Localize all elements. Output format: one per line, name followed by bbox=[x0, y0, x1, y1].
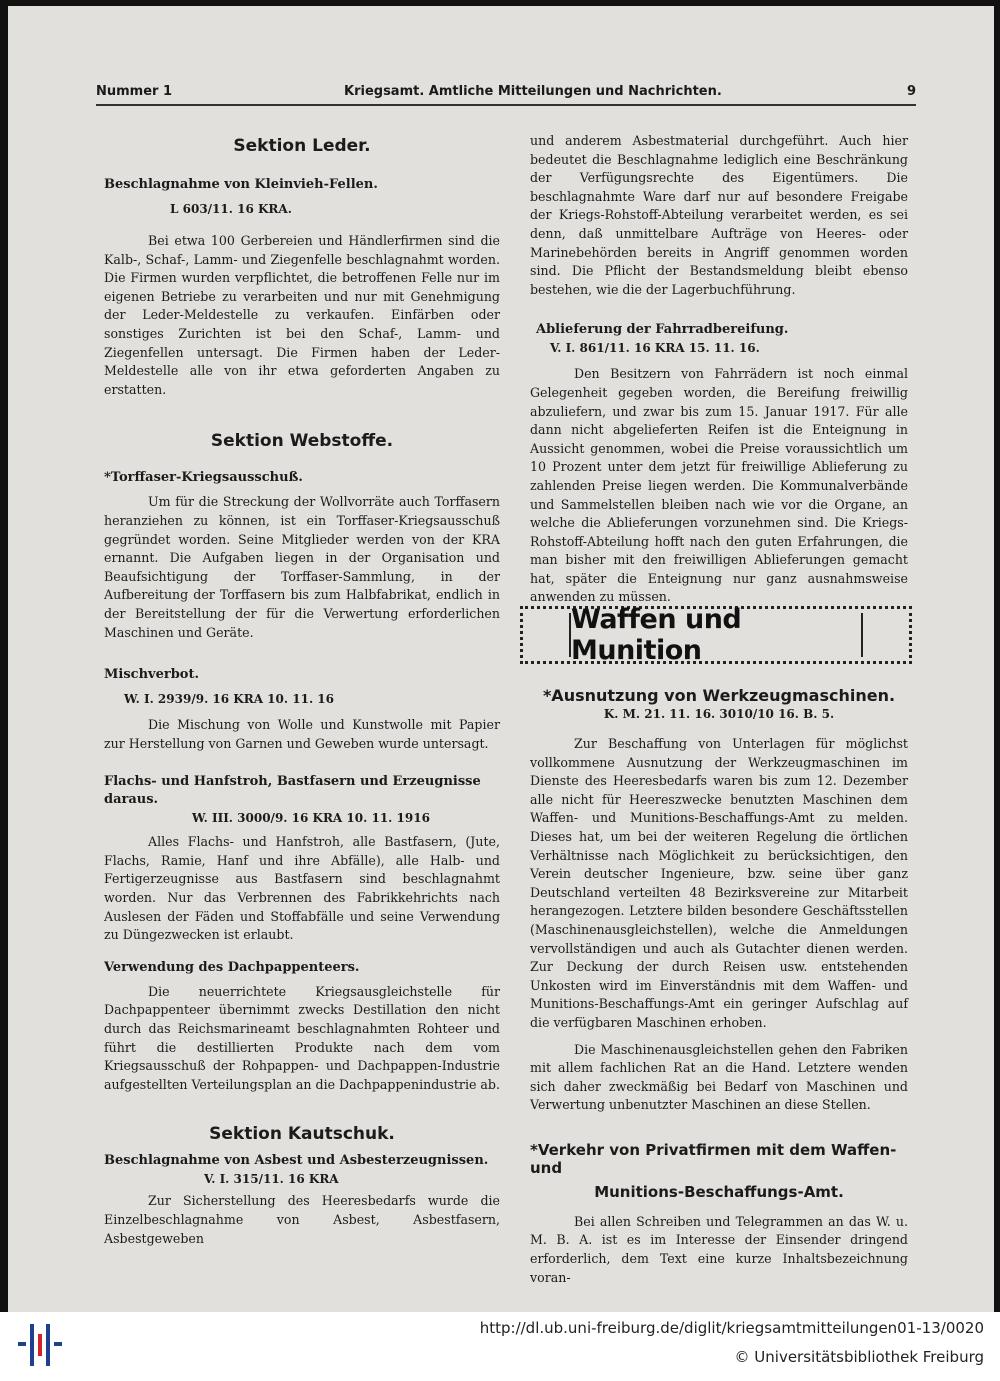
running-title: Kriegsamt. Amtliche Mitteilungen und Nachrichten. bbox=[344, 84, 722, 99]
section-leder-title: Sektion Leder. bbox=[233, 136, 371, 156]
asbest-text: Zur Sicherstellung des Heeresbedarfs wurde die Einzelbeschlagnahme von Asbest, Asbestfasern, Asbestgeweben bbox=[104, 1193, 500, 1246]
section-kautschuk-title: Sektion Kautschuk. bbox=[209, 1124, 395, 1145]
fahrrad-text: Den Besitzern von Fahrrädern ist noch einmal Gelegenheit gegeben worden, die Bereifung freiwillig abzuliefern, und zwar bis zum 15. Januar 1917. Für alle dann nicht abgelieferten Reifen ist die Enteignung in Aussicht genommen, wobei die Preise voraussichtlich um 10 Prozent unter dem jetzt für freiwillige Ablieferung zu zahlenden Preise liegen werden. Die Kommunalverbände und Sammelstellen bleiben nach wie vor die Organe, an welche die Ablieferungen vorzunehmen sind. Die Kriegs-Rohstoff-Abteilung hofft nach den guten Erfahrungen, die man bisher mit den freiwilligen Ablieferungen gemacht hat, später die Enteignung nur ganz ausnahmsweise anwenden zu müssen. bbox=[530, 366, 908, 605]
page-number: 9 bbox=[906, 84, 916, 99]
torffaser-heading: *Torffaser-Kriegsausschuß. bbox=[104, 470, 303, 486]
mischverbot-text: Die Mischung von Wolle und Kunstwolle mit Papier zur Herstellung von Garnen und Geweben wurde untersagt. bbox=[104, 717, 500, 751]
leder-heading: Beschlagnahme von Kleinvieh-Fellen. bbox=[104, 177, 378, 192]
werkzeug-text-1: Zur Beschaffung von Unterlagen für möglichst vollkommene Ausnutzung der Werkzeugmaschinen im Dienste des Heeresbedarfs waren bis zum 12. Dezember alle nicht für Heereszwecke benutzten Maschinen dem Waffen- und Munitions-Beschaffungs-Amt zu melden. Dieses hat, um bei der weiteren Regelung die örtlichen Verhältnisse nach Möglichkeit zu berücksichtigen, den Verein deutscher Ingenieure, bzw. seine über ganz Deutschland verteilten 48 Bezirksvereine zur Mitarbeit herangezogen. Letztere bilden besondere Geschäftsstellen (Maschinenausgleichstellen), welche die Anmeldungen vervollständigen und auch als Gutachter dienen werden. Zur Deckung der durch Reisen usw. entstehenden Unkosten wird im Einverständnis mit dem Waffen- und Munitions-Beschaffungs-Amt ein geringer Aufschlag auf die verfügbaren Maschinen erhoben. bbox=[530, 736, 908, 1030]
flachs-heading: Flachs- und Hanfstroh, Bastfasern und Erzeugnisse daraus. bbox=[104, 774, 481, 808]
copyright-notice: © Universitätsbibliothek Freiburg bbox=[734, 1348, 984, 1366]
flachs-ref: W. III. 3000/9. 16 KRA 10. 11. 1916 bbox=[192, 811, 430, 826]
waffen-munition-title: Waffen und Munition bbox=[569, 613, 863, 657]
asbest-heading: Beschlagnahme von Asbest und Asbesterzeugnissen. bbox=[104, 1153, 489, 1169]
flachs-text: Alles Flachs- und Hanfstroh, alle Bastfasern, (Jute, Flachs, Ramie, Hanf und ihre Abfälle), alle Halb- und Fertigerzeugnisse aus Bastfasern sind beschlagnahmt worden. Nur das Verbrennen des Fabrikkehrichts nach Auslesen der Fäden und Stoffabfälle und seine Verwendung zu Düngezwecken ist erlaubt. bbox=[104, 834, 500, 943]
right-column-top bbox=[530, 132, 908, 607]
werkzeug-text-2: Die Maschinenausgleichstellen gehen den Fabriken mit allem fachlichen Rat an die Hand. Letztere wenden sich daher zweckmäßig bei Bedarf von Maschinen und Verwertung unbenutzter Maschinen an diese Stellen. bbox=[530, 1041, 908, 1113]
footer-bar bbox=[0, 1312, 1000, 1381]
dachpappe-heading: Verwendung des Dachpappenteers. bbox=[104, 959, 360, 975]
mischverbot-heading: Mischverbot. bbox=[104, 667, 199, 683]
verkehr-heading-line1: *Verkehr von Privatfirmen mit dem Waffen- und bbox=[530, 1140, 897, 1177]
verkehr-heading-line2: Munitions-Beschaffungs-Amt. bbox=[594, 1182, 844, 1201]
verkehr-text: Bei allen Schreiben und Telegrammen an das W. u. M. B. A. ist es im Interesse der Einsender dringend erforderlich, dem Text eine kurze Inhaltsbezeichnung voran- bbox=[530, 1213, 908, 1285]
section-webstoffe-title: Sektion Webstoffe. bbox=[210, 431, 394, 452]
asbest-ref: V. I. 315/11. 16 KRA bbox=[204, 1172, 339, 1187]
right-column-bottom bbox=[530, 686, 908, 1287]
werkzeug-ref: K. M. 21. 11. 16. 3010/10 16. B. 5. bbox=[603, 707, 835, 721]
ub-freiburg-logo-icon bbox=[14, 1320, 66, 1370]
leder-ref: L 603/11. 16 KRA. bbox=[170, 202, 292, 216]
waffen-munition-banner bbox=[520, 606, 912, 664]
left-column bbox=[104, 124, 500, 1248]
asbest-continued-text: und anderem Asbestmaterial durchgeführt. Auch hier bedeutet die Beschlagnahme lediglich eine Beschränkung der Verfügungsrechte des Eigentümers. Die beschlagnahmte Ware darf nur auf besondere Freigabe der Kriegs-Rohstoff-Abteilung verarbeitet werden, es sei denn, daß unmittelbare Aufträge von Heeres- oder Marinebehörden bereits in Angriff genommen worden sind. Die Pflicht der Bestandsmeldung bleibt ebenso bestehen, wie die der Lagerbuchführung. bbox=[530, 133, 908, 297]
leder-text: Bei etwa 100 Gerbereien und Händlerfirmen sind die Kalb-, Schaf-, Lamm- und Ziegenfelle beschlagnahmt worden. Die Firmen wurden verpflichtet, die betroffenen Felle nur im eigenen Betriebe zu verarbeiten und nur mit Genehmigung der Leder-Meldestelle zu verkaufen. Einfärben oder sonstiges Zurichten ist bei den Schaf-, Lamm- und Ziegenfellen untersagt. Die Firmen haben der Leder-Meldestelle alle von ihr etwa geforderten Angaben zu erstatten. bbox=[104, 233, 500, 397]
dachpappe-text: Die neuerrichtete Kriegsausgleichstelle für Dachpappenteer übernimmt zwecks Destillation den nicht durch das Reichsmarineamt beschlagnahmten Rohteer und führt die destillierten Produkte nach dem vom Kriegsausschuß der Rohpappen- und Dachpappen-Industrie aufgestellten Verteilungsplan an die Dachpappenindustrie ab. bbox=[104, 983, 501, 1092]
header-rule bbox=[96, 104, 916, 106]
issue-number: Nummer 1 bbox=[96, 84, 173, 99]
fahrrad-ref: V. I. 861/11. 16 KRA 15. 11. 16. bbox=[550, 341, 760, 356]
scanned-page bbox=[8, 6, 994, 1312]
fahrrad-heading: Ablieferung der Fahrradbereifung. bbox=[536, 322, 789, 338]
torffaser-text: Um für die Streckung der Wollvorräte auch Torffasern heranziehen zu können, ist ein Torffaser-Kriegsausschuß gegründet worden. Seine Mitglieder werden von der KRA ernannt. Die Aufgaben liegen in der Organisation und Beaufsichtigung der Torffaser-Sammlung, in der Aufbereitung der Torffasern bis zum Halbfabrikat, endlich in der Bereitstellung der für die Verwertung erforderlichen Maschinen und Geräte. bbox=[104, 494, 500, 640]
mischverbot-ref: W. I. 2939/9. 16 KRA 10. 11. 16 bbox=[124, 692, 334, 707]
source-url[interactable]: http://dl.ub.uni-freiburg.de/diglit/kriegsamtmitteilungen01-13/0020 bbox=[479, 1319, 984, 1337]
werkzeug-heading: *Ausnutzung von Werkzeugmaschinen. bbox=[542, 686, 896, 705]
